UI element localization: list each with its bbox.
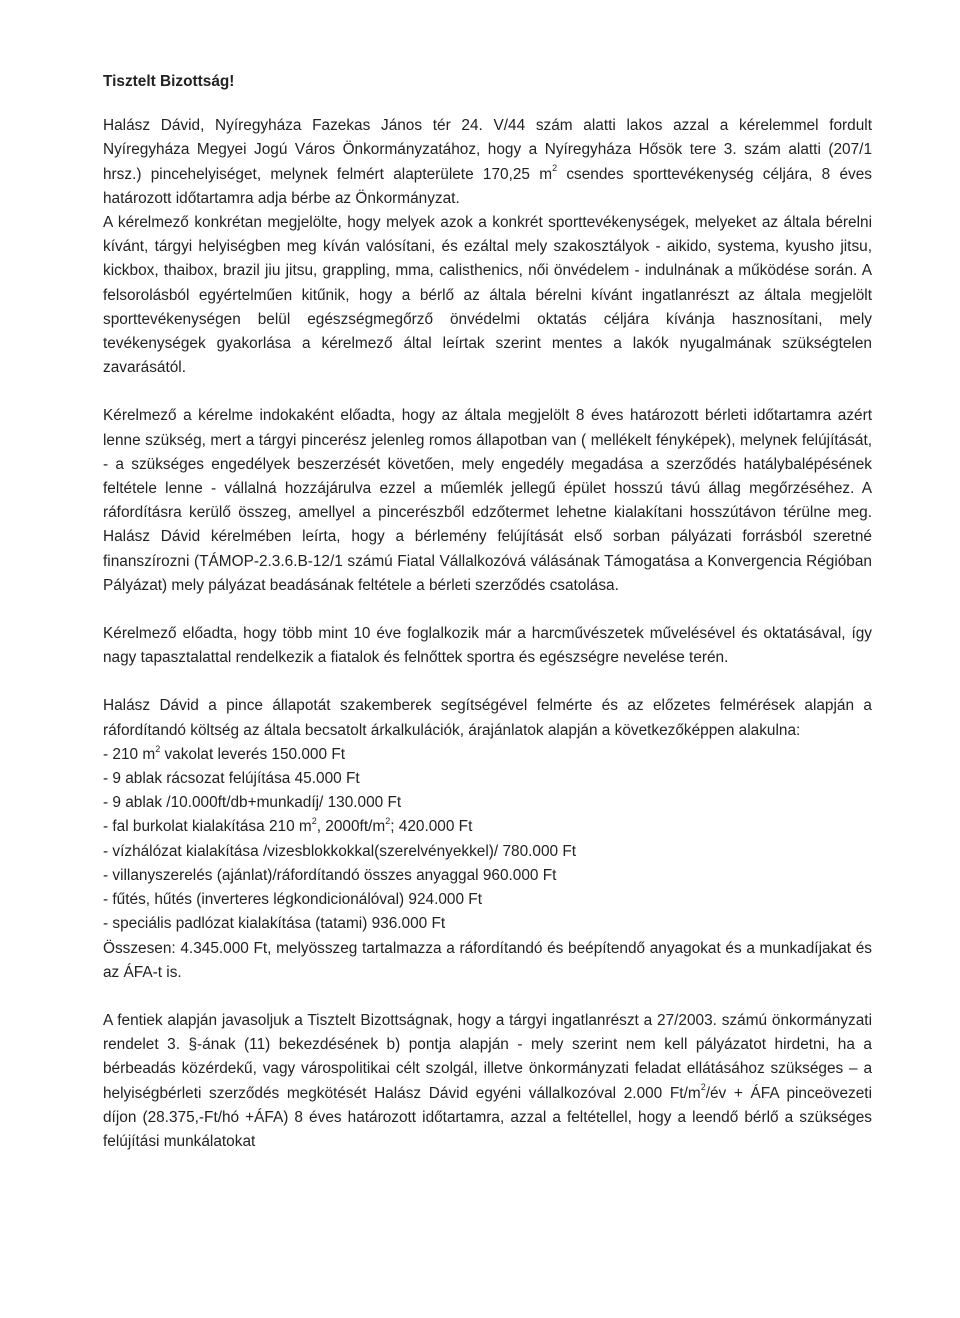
proposal-text-end: /év + ÁFA pinceövezeti díjon (28.375,-Ft/hó +ÁFA) 8 éves határozott időtartamra, azzal a feltétellel, hogy a leendő bérlő a szükséges felújítási munkálatokat: [103, 1084, 872, 1150]
superscript: 2: [155, 743, 161, 754]
list-item: - 9 ablak rácsozat felújítása 45.000 Ft: [103, 770, 360, 788]
cost-list: [103, 743, 872, 937]
superscript: 2: [552, 163, 558, 174]
item-text: vakolat leverés 150.000 Ft: [160, 745, 345, 763]
item-text: , 2000ft/m: [316, 818, 386, 836]
paragraph-request: [103, 114, 872, 211]
superscript: 2: [700, 1082, 706, 1093]
superscript: 2: [311, 816, 317, 827]
salutation: Tisztelt Bizottság!: [103, 73, 235, 90]
request-text-start: Halász Dávid, Nyíregyháza Fazekas János tér 24. V/44 szám alatti lakos azzal a kérelemmel fordult Nyíregyháza Megyei Jogú Város Önkormányzatához, hogy a Nyíregyháza Hősök tere 3. szám alatti (207/1 hrsz.) pincehelyiséget, melynek felmért alapterülete 170,25 m: [103, 117, 872, 183]
paragraph-justification: Kérelmező a kérelme indokaként előadta, hogy az általa megjelölt 8 éves határozott bérleti időtartamra azért lenne szükség, mert a tárgyi pincerész jelenleg romos állapotban van ( mellékelt fényképek), melynek felújítását, - a szükséges engedélyek beszerzését követően, mely engedély megadása a szerződés hatálybalépésének feltétele lenne - vállalná hozzájárulva ezzel a műemlék jellegű épület hosszú távú állag megőrzéséhez. A ráfordításra kerülő összeg, amellyel a pincerészből edzőtermet lehetne kialakítani hosszútávon térülne meg. Halász Dávid kérelmében leírta, hogy a bérlemény felújítását első sorban pályázati forrásból szeretné finanszírozni (TÁMOP-2.3.6.B-12/1 számú Fiatal Vállalkozóvá válásának Támogatása a Konvergencia Régióban Pályázat) mely pályázat beadásának feltétele a bérleti szerződés csatolása.: [103, 407, 872, 594]
paragraph-total: Összesen: 4.345.000 Ft, melyösszeg tartalmazza a ráfordítandó és beépítendő anyagokat és a munkadíjakat és az ÁFA-t is.: [103, 939, 872, 981]
paragraph-activities: A kérelmező konkrétan megjelölte, hogy melyek azok a konkrét sporttevékenységek, melyeket az általa bérelni kívánt, tárgyi helyiségben meg kíván valósítani, és ezáltal mely szakosztályok - aikido, systema, kyusho jitsu, kickbox, thaibox, brazil jiu jitsu, grappling, mma, calisthenics, női önvédelem - indulnának a működése során. A felsorolásból egyértelműen kitűnik, hogy a bérlő az általa bérelni kívánt ingatlanrészt az általa megjelölt sporttevékenységen belül egészségmegőrző önvédelmi oktatás céljára kívánja hasznosítani, mely tevékenységek gyakorlása a kérelmező által leírtak szerint mentes a lakók nyugalmának szükségtelen zavarásától.: [103, 214, 872, 377]
item-text: - 210 m: [103, 745, 156, 763]
paragraph-experience: Kérelmező előadta, hogy több mint 10 éve foglalkozik már a harcművészetek művelésével és oktatásával, így nagy tapasztalattal rendelkezik a fiatalok és felnőttek sportra és egészségre nevelése terén.: [103, 625, 872, 667]
item-text: - fal burkolat kialakítása 210 m: [103, 818, 312, 836]
paragraph-cost-intro: Halász Dávid a pince állapotát szakemberek segítségével felmérte és az előzetes felmérések alapján a ráfordítandó költség az általa becsatolt árkalkulációk, árajánlatok alapján a következőképpen alakulna:: [103, 697, 872, 739]
list-item: [103, 815, 872, 839]
list-item: - villanyszerelés (ajánlat)/ráfordítandó összes anyaggal 960.000 Ft: [103, 866, 557, 884]
list-item: - 9 ablak /10.000ft/db+munkadíj/ 130.000 Ft: [103, 794, 402, 812]
item-text: ; 420.000 Ft: [390, 818, 473, 836]
paragraph-proposal: [103, 1009, 872, 1154]
list-item: - fűtés, hűtés (inverteres légkondicionálóval) 924.000 Ft: [103, 891, 482, 909]
proposal-text-start: A fentiek alapján javasoljuk a Tisztelt Bizottságnak, hogy a tárgyi ingatlanrészt a 27/2003. számú önkormányzati rendelet 3. §-ának (11) bekezdésének b) pontja alapján - mely szerint nem kell pályázatot hirdetni, ha a bérbeadás közérdekű, vagy várospolitikai célt szolgál, illetve önkormányzati feladat ellátásához szükséges – a helyiségbérleti szerződés megkötését Halász Dávid egyéni vállalkozóval 2.000 Ft/m: [103, 1011, 872, 1102]
list-item: - vízhálózat kialakítása /vizesblokkokkal(szerelvényekkel)/ 780.000 Ft: [103, 842, 577, 860]
request-text-end: csendes sporttevékenység céljára, 8 éves határozott időtartamra adja bérbe az Önkormányzat.: [103, 165, 872, 207]
list-item: - speciális padlózat kialakítása (tatami) 936.000 Ft: [103, 915, 446, 933]
list-item: [103, 743, 872, 767]
superscript: 2: [385, 816, 391, 827]
